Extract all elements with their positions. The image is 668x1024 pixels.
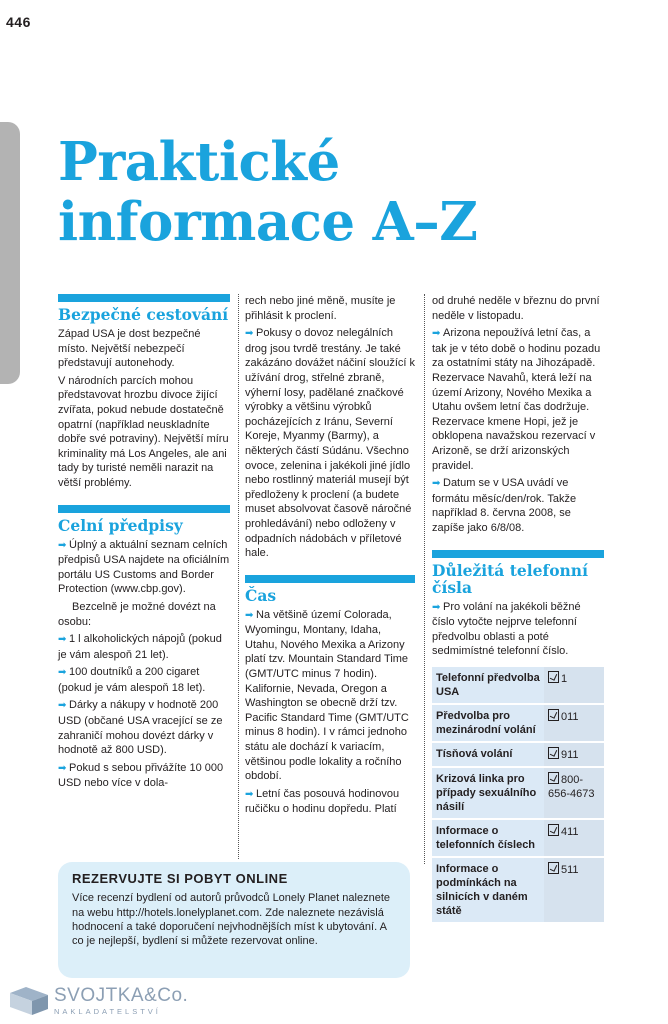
phone-value-cell [544, 742, 604, 767]
paragraph: od druhé neděle v březnu do první neděle v listopadu. [432, 295, 600, 322]
page-title-line1: Praktické [58, 131, 340, 193]
phone-numbers-table [432, 667, 604, 924]
phone-value-cell [544, 819, 604, 857]
section-rule [432, 550, 604, 558]
bullet-text: 1 l alkoholických nápojů (pokud je vám alespoň 21 let). [58, 633, 222, 661]
table-row [432, 819, 604, 857]
table-row [432, 857, 604, 923]
bullet-item [245, 326, 415, 561]
bullet-text: Pokusy o dovoz nelegálních drog jsou tvrdě trestány. Je také zakázáno dovážet náčiní sloužící k užívání drog, střelné zbraně, výherní losy, padělané značkové výrobky a většinu výrobků pocházejících z Iránu, Severní Koreje, Myanmy (Barmy), a některých částí Súdánu. Všechno ovoce, zelenina i jakékoli jiné jídlo nebo rostlinný materiál musejí být předloženy k proclení (a budete muset absolvovat časově náročné prohledávání) nebo odloženy v odpadních nádobách v příletové hale. [245, 327, 415, 560]
paragraph: Západ USA je dost bezpečné místo. Největší nebezpečí představují autonehody. [58, 328, 201, 370]
section-heading-time: Čas [245, 585, 277, 605]
phone-label: Informace o podmínkách na silnicích v daném státě [432, 857, 544, 923]
bullet-item [245, 608, 415, 784]
page-number: 446 [6, 14, 31, 30]
booking-info-box [58, 862, 410, 978]
paragraph: Bezcelně je možné dovézt na osobu: [58, 600, 216, 628]
phone-label: Telefonní předvolba USA [432, 667, 544, 704]
column-3 [432, 294, 604, 924]
bullet-item [58, 665, 230, 695]
phone-value: 511 [561, 863, 579, 876]
phone-value: 411 [561, 825, 579, 838]
section-rule [58, 294, 230, 302]
publisher-logo [8, 985, 188, 1019]
bullet-item [432, 326, 604, 473]
arrow-bullet-icon: ➡ [245, 788, 254, 800]
bullet-text: Pro volání na jakékoli běžné číslo vytočte nejprve telefonní předvolbu oblasti a poté sedmimístné telefonní číslo. [432, 600, 581, 658]
phone-value: 011 [561, 710, 579, 723]
bullet-text: Letní čas posouvá hodinovou ručičku o hodinu dopředu. Platí [245, 787, 400, 816]
arrow-bullet-icon: ➡ [245, 609, 254, 621]
phone-icon [548, 772, 559, 784]
bullet-item [58, 761, 230, 791]
bullet-text: Arizona nepoužívá letní čas, a tak je v této době o hodinu pozadu za ostatními státy na Jihozápadě. Rezervace Navahů, která leží na území Arizony, Nového Mexika a Utahu ovšem letní čas dodržuje. Rezervace kmene Hopi, jež je obklopena navažskou rezervací v Arizoně, se drží arizonských pravidel. [432, 327, 601, 472]
publisher-name: SVOJTKA&Co. [54, 985, 189, 1006]
table-row [432, 767, 604, 819]
phone-value-cell [544, 667, 604, 704]
arrow-bullet-icon: ➡ [58, 762, 67, 774]
bullet-text: Úplný a aktuální seznam celních předpisů USA najdete na oficiálním portálu US Customs and Border Protection (www.cbp.gov). [58, 538, 230, 596]
page-title-line2: informace A–Z [58, 191, 478, 253]
arrow-bullet-icon: ➡ [432, 328, 441, 340]
phone-value: 911 [561, 748, 579, 761]
column-2 [245, 294, 415, 820]
arrow-bullet-icon: ➡ [58, 539, 67, 551]
publisher-emblem-icon [8, 985, 50, 1017]
bullet-text: Datum se v USA uvádí ve formátu měsíc/den/rok. Takže například 8. června 2008, se zapíše jako 6/8/08. [432, 477, 577, 534]
phone-icon [548, 709, 559, 721]
bullet-item [58, 632, 230, 662]
bullet-text: Dárky a nákupy v hodnotě 200 USD (občané USA vracející se ze zahraničí mohou dovézt dárky v hodnotě až 800 USD). [58, 699, 223, 757]
table-row [432, 667, 604, 704]
phone-value-cell [544, 857, 604, 923]
booking-text: Více recenzí bydlení od autorů průvodců Lonely Planet naleznete na webu http://hotels.lonelyplanet.com. Zde naleznete nezávislá hodnocení a také doporučení nejvhodnějších míst k ubytování. A co je nejlepší, bydlení si můžete rezervovat online. [72, 892, 390, 948]
phone-value-cell [544, 704, 604, 742]
column-1 [58, 294, 230, 794]
paragraph: rech nebo jiné měně, musíte je přihlásit k proclení. [245, 295, 396, 322]
phone-value-cell [544, 767, 604, 819]
bullet-text: Pokud s sebou přivážíte 10 000 USD nebo více v dola- [58, 761, 224, 790]
arrow-bullet-icon: ➡ [432, 601, 441, 613]
section-rule [58, 505, 230, 513]
arrow-bullet-icon: ➡ [58, 700, 67, 712]
section-rule [245, 575, 415, 583]
arrow-bullet-icon: ➡ [58, 667, 67, 679]
phone-icon [548, 671, 559, 683]
section-heading-safety: Bezpečné cestování [58, 305, 229, 324]
bullet-item [58, 538, 230, 597]
phone-icon [548, 824, 559, 836]
phone-icon [548, 862, 559, 874]
column-divider [238, 294, 239, 859]
arrow-bullet-icon: ➡ [432, 478, 441, 490]
column-divider [424, 294, 425, 864]
section-heading-phones: Důležitá telefonní čísla [432, 560, 588, 597]
bullet-text: 100 doutníků a 200 cigaret (pokud je vám alespoň 18 let). [58, 666, 206, 694]
phone-label: Krizová linka pro případy sexuálního násilí [432, 767, 544, 819]
arrow-bullet-icon: ➡ [245, 328, 254, 340]
page-title [58, 132, 477, 252]
table-row [432, 742, 604, 767]
bullet-item [432, 476, 604, 535]
bullet-item [58, 698, 230, 757]
phone-label: Informace o telefonních číslech [432, 819, 544, 857]
phone-value: 1 [561, 672, 568, 685]
bullet-text: Na většině území Colorada, Wyomingu, Montany, Idaha, Utahu, Nového Mexika a Arizony platí tzv. Mountain Standard Time (GMT/UTC minus 7 hodin). Kalifornie, Nevada, Oregon a Washington se obecně drží tzv. Pacific Standard Time (GMT/UTC minus 8 hodin). I v rámci jednoho státu ale dochází k variacím, většinou podle lokality a ročního období. [245, 608, 409, 783]
phone-icon [548, 747, 559, 759]
booking-heading: REZERVUJTE SI POBYT ONLINE [72, 871, 288, 886]
table-row [432, 704, 604, 742]
phone-value: 800-656-4673 [548, 773, 595, 800]
arrow-bullet-icon: ➡ [58, 634, 67, 646]
publisher-subtitle: NAKLADATELSTVÍ [54, 1007, 161, 1016]
phone-label: Předvolba pro mezinárodní volání [432, 704, 544, 742]
phone-label: Tísňová volání [432, 742, 544, 767]
paragraph: V národních parcích mohou představovat hrozbu divoce žijící zvířata, pokud nebude dostatečně opatrní (například neuskladníte dobře své potraviny). Největší míru kriminality má Los Angeles, ale ani tady by turisté neměli narazit na větší problémy. [58, 374, 229, 489]
thumb-index-tab [0, 122, 20, 384]
section-heading-customs: Celní předpisy [58, 515, 183, 535]
bullet-item [245, 787, 415, 817]
bullet-item [432, 600, 604, 659]
